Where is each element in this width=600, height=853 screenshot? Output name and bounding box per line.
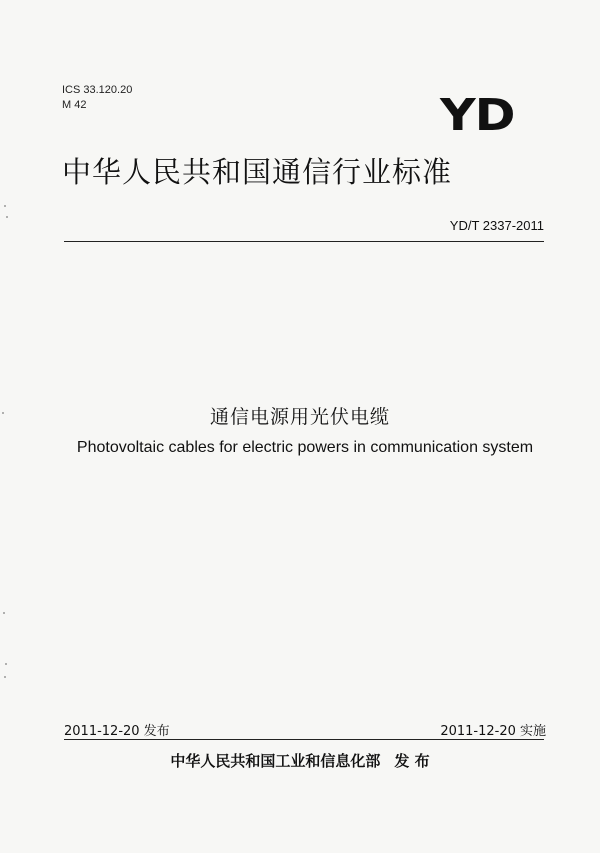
document-title-cn: 通信电源用光伏电缆 (209, 406, 390, 428)
document-title-en: Photovoltaic cables for electric powers in communication system (76, 439, 534, 456)
ics-code: ICS 33.120.20 (62, 84, 133, 96)
issuer-name: 中华人民共和国工业和信息化部 (170, 752, 381, 770)
scan-speck (5, 663, 7, 665)
scan-speck (6, 216, 8, 218)
classification-code: M 42 (62, 99, 87, 111)
top-divider (64, 241, 544, 242)
issue-word: 发 布 (394, 752, 430, 770)
issuer-line (0, 750, 600, 771)
yd-logo: YD (439, 90, 514, 141)
scan-speck (4, 205, 6, 207)
scan-speck (2, 412, 4, 414)
bottom-divider (64, 739, 544, 740)
implement-date: 2011-12-20 实施 (440, 724, 546, 739)
scan-speck (3, 612, 5, 614)
publish-date: 2011-12-20 发布 (64, 724, 170, 739)
scan-speck (4, 676, 6, 678)
standard-title: 中华人民共和国通信行业标准 (62, 155, 453, 189)
standard-number: YD/T 2337-2011 (449, 218, 544, 233)
